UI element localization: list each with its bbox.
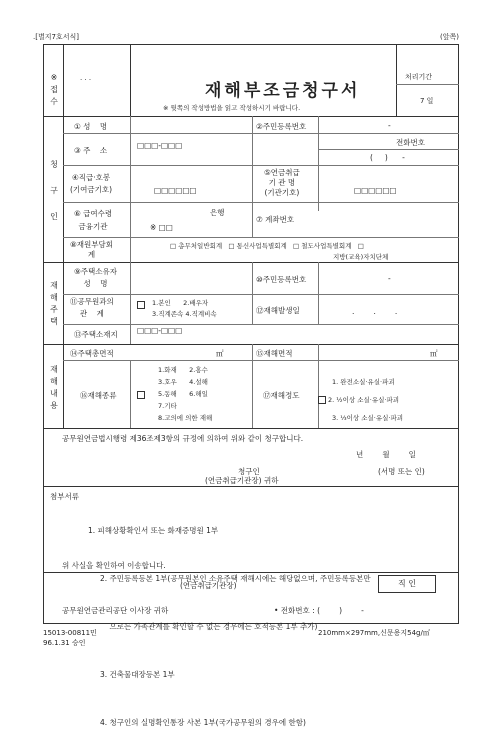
agency-label: ⑤연금취급 기 관 명 (기관기호) (264, 168, 300, 197)
attachment-item: 2. 주민등록등본 1부(공무원본인 소유주택 재해시에는 해당없으며, 주민등록등본만 (100, 574, 371, 583)
damaged-area-unit: ㎡ (430, 349, 438, 358)
damage-type-checkbox[interactable] (137, 390, 147, 399)
incident-date-value[interactable]: . . . (352, 307, 398, 316)
owner-rrn-value: - (388, 274, 391, 283)
form-title: 재해부조금청구서 (205, 81, 361, 101)
owner-label: ⑨주택소유자 성 명 (74, 267, 117, 288)
footer-code: 15013-00811민 (43, 629, 97, 637)
degree-option-3[interactable]: 3. ⅓이상 소실·유실·파괴 (332, 414, 403, 422)
fund-option-local-label: 지방(교육)자치단체 (333, 253, 389, 261)
confirm-recipient: 공무원연금관리공단 이사장 귀하 (62, 606, 169, 615)
damage-type-label: ⑯재해종류 (80, 391, 117, 400)
degree-option-2[interactable]: 2. ½이상 소실·유실·파괴 (318, 391, 403, 409)
attachments-label: 첨부서류 (50, 492, 79, 501)
address-zip[interactable]: □□□-□□□ (137, 141, 183, 150)
receipt-label: ※ 접 수 (50, 73, 58, 106)
rank-label: ④직급·호봉 (기여금기호) (70, 173, 113, 194)
processing-period-value: 7 일 (420, 97, 434, 105)
declaration-text: 공무원연금법시행령 제36조제3항의 규정에 의하여 위와 같이 청구합니다. (62, 434, 304, 443)
damaged-area-label: ⑮재해면적 (256, 349, 293, 358)
degree-option-1[interactable]: 1. 완전소실·유실·파괴 (332, 378, 395, 386)
damage-degree-label: ⑰재해정도 (263, 391, 300, 400)
address-label: ③ 주 소 (74, 146, 108, 155)
phone-label: 전화번호 (396, 138, 425, 147)
relation-label: ⑪공무원과의 관 계 (70, 297, 114, 318)
rrn-label: ②주민등록번호 (256, 122, 307, 131)
damage-section-label: 재 해 내 용 (50, 365, 58, 410)
name-label: ① 성 명 (74, 122, 108, 131)
bank-code[interactable]: ※ □□ (150, 223, 173, 232)
phone-value[interactable]: ( ) - (370, 153, 405, 162)
page-side: (앞쪽) (440, 33, 459, 41)
footer-paper-spec: 210mm×297mm,신문용지54g/㎡ (318, 629, 430, 637)
confirm-phone[interactable]: • 전화번호 : ( ) - (274, 606, 364, 615)
house-section-label: 재 해 주 택 (50, 281, 58, 326)
declaration-recipient: (연금취급기관장) 귀하 (205, 476, 279, 485)
fund-option-local[interactable]: □ (357, 242, 364, 250)
location-label: ⑬주택소재지 (74, 330, 118, 339)
processing-period-label: 처리기간 (405, 73, 433, 81)
fund-option-telecom[interactable]: □ 통신사업특별회계 (228, 242, 287, 250)
footer-approval: 96.1.31 승인 (43, 639, 86, 647)
form-number: .[별지7호서식] (33, 33, 79, 41)
location-zip[interactable]: □□□-□□□ (137, 326, 183, 335)
claimant-sign-label: 청구인 (238, 467, 260, 476)
claimant-signature[interactable]: (서명 또는 인) (378, 467, 425, 476)
bank-value[interactable]: 은행 (210, 208, 225, 217)
total-area-label: ⑭주택총면적 (70, 349, 114, 358)
total-area-unit: ㎡ (216, 349, 224, 358)
account-label: ⑦ 계좌번호 (256, 215, 295, 224)
rrn-value: - (388, 121, 391, 130)
receipt-date: . . . (80, 74, 92, 82)
owner-rrn-label: ⑩주민등록번호 (256, 275, 307, 284)
attachment-item: 3. 건축물대장등본 1부 (100, 670, 175, 679)
damage-type-options: 1.화재 2.홍수 3.호우 4.설해 5.동해 6.해일 7.기타 8.고의에 의한 재해 (158, 366, 213, 422)
relation-checkbox[interactable] (137, 300, 147, 309)
form-note: ※ 뒷쪽의 작성방법을 읽고 작성하시기 바랍니다. (163, 104, 301, 112)
bank-label: ⑥ 급여수령 금융기관 (74, 209, 113, 231)
fund-option-general[interactable]: □ 총무처일반회계 (170, 242, 223, 250)
relation-options: 1.본인 2.배우자 3.직계존속 4.직계비속 (152, 299, 217, 318)
incident-date-label: ⑫재해발생일 (256, 306, 300, 315)
mutual-fund-label: ⑧재원부담회 계 (70, 240, 113, 259)
claimant-section-label: 청 구 인 (50, 160, 58, 221)
declaration-date[interactable]: 년 월 일 (356, 450, 416, 459)
official-seal-box[interactable]: 직 인 (378, 575, 436, 593)
attachment-item: 1. 피해상황확인서 또는 화재증명원 1부 (88, 526, 219, 535)
attachment-item: 으로는 가족관계를 확인할 수 없는 경우에는 호적등본 1부 추가) (100, 622, 318, 631)
agency-chief: (연금취급기관장) (180, 581, 237, 590)
agency-value[interactable]: □□□□□□ (354, 186, 397, 195)
confirm-text: 위 사실을 확인하여 이송합니다. (62, 561, 166, 570)
rank-value[interactable]: □□□□□□ (154, 186, 197, 195)
fund-option-railway[interactable]: □ 철도사업특별회계 (293, 242, 352, 250)
attachment-item: 4. 청구인의 실명확인통장 사본 1부(국가공무원의 경우에 한함) (100, 718, 306, 727)
